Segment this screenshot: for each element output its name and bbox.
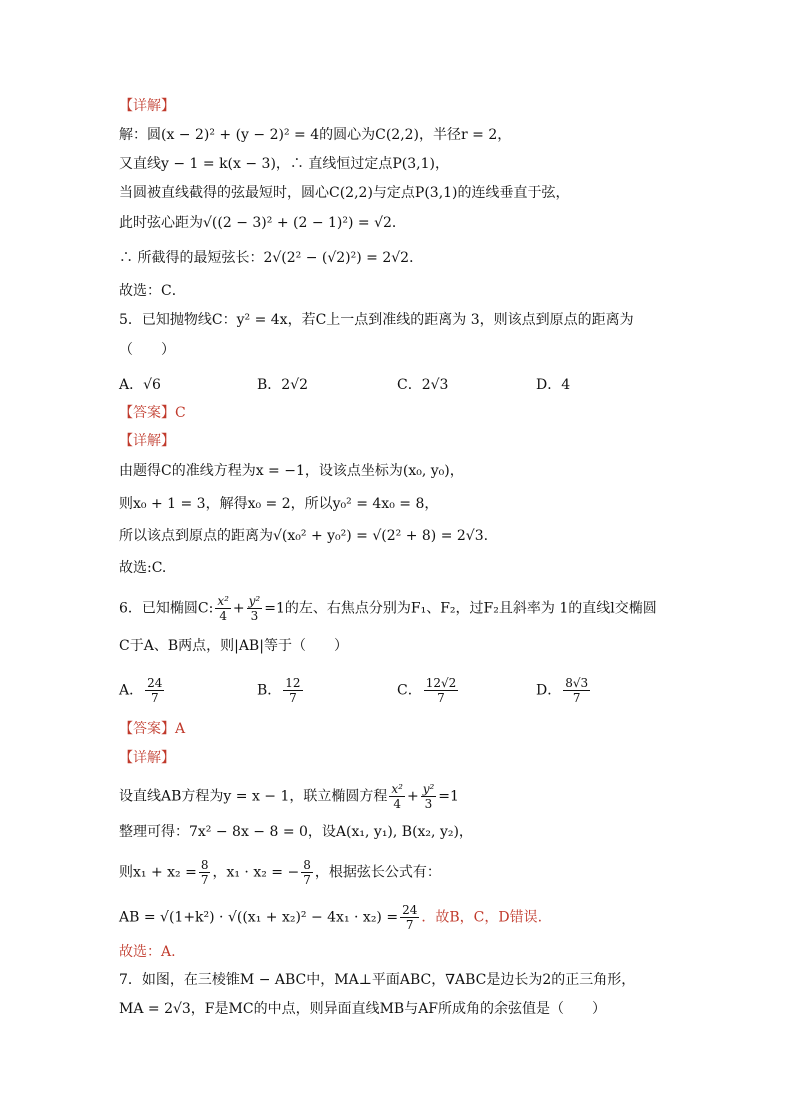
q5-conclusion: 故选:C.: [119, 560, 167, 576]
q6-detail-line-4: [119, 903, 542, 932]
q6-option-d-den: 7: [572, 691, 581, 705]
q5-detail-label: 【详解】: [119, 433, 175, 449]
q5-option-d-value: 4: [561, 377, 571, 393]
q6-detail-line-3-c: ，根据弦长公式有：: [314, 864, 441, 881]
q6-option-a-fraction: [145, 676, 164, 705]
q4-conclusion: 故选：C．: [119, 283, 186, 299]
q6-product-num: 8: [303, 858, 311, 872]
q6-ellipse-fraction-x: [215, 594, 231, 623]
q6-detail-fraction-x: [389, 782, 405, 811]
q6-detail-line-3: [119, 858, 441, 887]
q5-option-a: [119, 375, 161, 395]
q5-option-b-label: B．: [257, 377, 282, 393]
q5-detail-line-1: 由题得C的准线方程为x = −1，设该点坐标为(x₀, y₀)，: [119, 463, 464, 479]
q6-option-c-num: 12√2: [425, 676, 457, 690]
q5-option-d: [536, 375, 570, 395]
q6-detail-line-1-text: 设直线AB方程为y = x − 1，联立椭圆方程: [119, 788, 388, 805]
q6-ellipse-y-den: 3: [250, 609, 259, 623]
q6-ellipse-x-den: 4: [219, 609, 227, 623]
q6-detail-y-den: 3: [424, 797, 433, 811]
q4-detail-line-4: 此时弦心距为√((2 − 3)² + (2 − 1)²) = √2．: [119, 215, 406, 231]
q6-conclusion: 故选：A.: [119, 944, 176, 960]
q5-option-c-value: 2√3: [421, 377, 449, 393]
q6-option-b-fraction: [283, 676, 302, 705]
q6-option-d: [536, 676, 592, 705]
q5-detail-line-2: 则x₀ + 1 = 3，解得x₀ = 2，所以y₀² = 4x₀ = 8，: [119, 496, 439, 512]
q6-detail-fraction-y: [421, 782, 437, 811]
q5-option-b-value: 2√2: [281, 377, 309, 393]
q5-stem: 5．已知抛物线C：y² = 4x，若C上一点到准线的距离为 3，则该点到原点的距离为: [119, 312, 634, 328]
q6-ellipse-y-num: y²: [248, 594, 261, 608]
q6-detail-label: 【详解】: [119, 750, 175, 766]
q5-option-b: [257, 375, 308, 395]
q6-product-den: 7: [303, 873, 311, 887]
q6-detail-x-num: x²: [391, 782, 403, 796]
q6-sum-num: 8: [200, 858, 209, 872]
q6-option-a-den: 7: [150, 691, 159, 705]
q6-stem-rest: =1的左、右焦点分别为F₁、F₂，过F₂且斜率为 1的直线l交椭圆: [264, 600, 657, 617]
q6-option-c-fraction: [424, 676, 459, 705]
q5-option-d-label: D．: [536, 377, 562, 393]
q5-detail-line-3: 所以该点到原点的距离为√(x₀² + y₀²) = √(2² + 8) = 2√3.: [119, 528, 489, 544]
q6-detail-plus: +: [406, 788, 419, 805]
q6-detail-line-1-tail: =1: [438, 788, 459, 805]
q7-stem-line-1: 7．如图，在三棱锥M − ABC中，MA⊥平面ABC，∇ABC是边长为2的正三角形，: [119, 972, 636, 988]
q5-paren: （ ）: [119, 342, 175, 358]
q6-option-d-label: D．: [536, 682, 562, 699]
q6-option-d-fraction: [563, 676, 590, 705]
q4-detail-line-1: 解：圆(x − 2)² + (y − 2)² = 4的圆心为C(2,2)，半径r = 2，: [119, 127, 512, 143]
q6-ellipse-plus: +: [232, 600, 245, 617]
q6-detail-y-num: y²: [422, 782, 435, 796]
q6-answer: 【答案】A: [119, 721, 186, 737]
q4-detail-line-2: 又直线y − 1 = k(x − 3)，∴ 直线恒过定点P(3,1)，: [119, 156, 449, 172]
q6-detail-line-3-b: ，x₁ · x₂ = −: [212, 864, 300, 881]
q7-stem-line-2: MA = 2√3，F是MC的中点，则异面直线MB与AF所成角的余弦值是（ ）: [119, 1001, 607, 1017]
q5-option-c-label: C．: [397, 377, 422, 393]
q6-option-c-den: 7: [437, 691, 445, 705]
q6-option-b: [257, 676, 305, 705]
q6-option-c-label: C．: [397, 682, 422, 699]
q6-option-b-den: 7: [289, 691, 297, 705]
q6-stem-prefix: 6．已知椭圆C:: [119, 600, 214, 617]
q6-detail-fraction-result: [400, 903, 419, 932]
q6-ellipse-x-num: x²: [217, 594, 229, 608]
q5-option-c: [397, 375, 448, 395]
q6-detail-fraction-product: [301, 858, 313, 887]
q6-option-c: [397, 676, 460, 705]
q6-option-d-num: 8√3: [565, 676, 589, 690]
q6-option-a-label: A．: [119, 682, 144, 699]
q5-option-a-label: A．: [119, 377, 144, 393]
q6-detail-fraction-sum: [199, 858, 211, 887]
q6-detail-line-4-a: AB = √(1+k²) · √((x₁ + x₂)² − 4x₁ · x₂) =: [119, 909, 399, 926]
q6-stem-line-2: C于A、B两点，则|AB|等于（ ）: [119, 638, 348, 654]
q6-option-a-num: 24: [147, 676, 163, 690]
q6-option-a: [119, 676, 166, 705]
q6-stem-line-1: [119, 594, 657, 623]
q6-detail-line-2: 整理可得：7x² − 8x − 8 = 0，设A(x₁, y₁), B(x₂, y₂)，: [119, 824, 473, 840]
q6-sum-den: 7: [200, 873, 209, 887]
q6-detail-x-den: 4: [393, 797, 401, 811]
q4-detail-line-5: ∴ 所截得的最短弦长：2√(2² − (√2)²) = 2√2．: [119, 250, 424, 266]
q6-detail-line-1: [119, 782, 459, 811]
q6-option-b-num: 12: [285, 676, 301, 690]
q6-detail-line-4-b: ．故B，C，D错误.: [421, 909, 543, 926]
q6-detail-line-3-a: 则x₁ + x₂ =: [119, 864, 197, 881]
q5-answer: 【答案】C: [119, 405, 186, 421]
q6-result-num: 24: [402, 903, 418, 917]
q6-ellipse-fraction-y: [247, 594, 263, 623]
q5-option-a-value: √6: [143, 377, 161, 393]
q6-option-b-label: B．: [257, 682, 282, 699]
q6-result-den: 7: [405, 918, 414, 932]
q4-detail-line-3: 当圆被直线截得的弦最短时，圆心C(2,2)与定点P(3,1)的连线垂直于弦，: [119, 185, 570, 201]
q4-detail-label: 【详解】: [119, 98, 175, 114]
